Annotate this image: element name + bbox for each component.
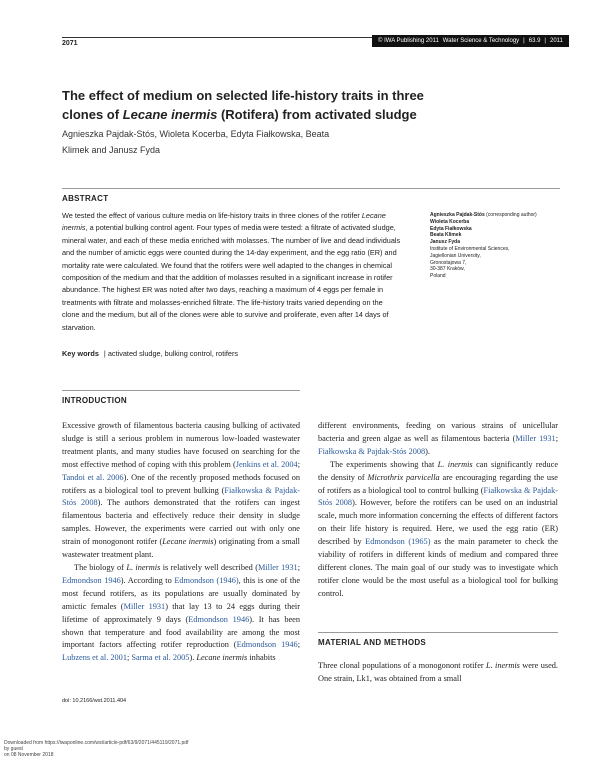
- citation-link[interactable]: Miller 1931: [515, 433, 556, 443]
- left-column: [62, 420, 300, 665]
- download-stamp: Downloaded from https://iwaponline.com/wst/article-pdf/63/9/2071/445119/2071.pdf by guest on 08 November 2018: [4, 740, 189, 759]
- citation-link[interactable]: Edmondson 1946: [62, 575, 121, 585]
- author-affiliation: Agnieszka Pajdak-Stós (corresponding author) Wioleta Kocerba Edyta Fiałkowska Beata Klimek Janusz Fyda Institute of Environmental Sciences, Jagiellonian University, Gronostajowa 7, 30-387 Kraków, Poland: [430, 212, 537, 280]
- right-paragraph-1: different environments, feeding on various strains of unicellular bacteria and green algae as well as filamentous bacteria (Miller 1931; Fiałkowska & Pajdak-Stós 2008).: [318, 421, 558, 456]
- author-list: Agnieszka Pajdak-Stós, Wioleta Kocerba, Edyta Fiałkowska, Beata Klimek and Janusz Fyda: [62, 129, 330, 155]
- methods-heading: MATERIAL AND METHODS: [318, 638, 427, 647]
- year: 2011: [549, 38, 563, 44]
- intro-paragraph-1: Excessive growth of filamentous bacteria causing bulking of activated sludge is still a serious problem in numerous low-loaded wastewater treatment plants, and many studies have focused on searching for the most effective method of coping with this problem (Jenkins et al. 2004; Tandoi et al. 2006). One of the recently proposed methods focused on rotifers as a biological tool to prevent bulking (Fiałkowska & Pajdak-Stós 2008). The authors demonstrated that the rotifers can ingest filamentous bacteria and effectively reduce their density in sludge samples. However, the experiments were carried out with only one strain of monogonont rotifer (Lecane inermis) originating from a small wastewater treatment plant.: [62, 421, 301, 560]
- abstract-heading: ABSTRACT: [62, 194, 109, 203]
- citation-link[interactable]: Tandoi et al. 2006: [62, 472, 124, 482]
- page-number: 2071: [62, 40, 78, 47]
- citation-link[interactable]: Miller 1931: [257, 562, 298, 572]
- journal-name: Water Science & Technology: [442, 38, 520, 44]
- methods-paragraph: Three clonal populations of a monogonont rotifer L. inermis were used. One strain, Lk1, was obtained from a small: [318, 661, 558, 683]
- citation-link[interactable]: Edmondson (1946): [174, 575, 239, 585]
- citation-link[interactable]: Lubzens et al. 2001: [62, 653, 127, 663]
- citation-link[interactable]: Edmondson 1946: [188, 614, 250, 624]
- article-title: The effect of medium on selected life-history traits in three clones of Lecane inermis (Rotifera) from activated sludge: [62, 88, 424, 122]
- citation-link[interactable]: Edmondson 1946: [236, 640, 298, 650]
- doi: doi: 10.2166/wst.2011.404: [62, 698, 127, 704]
- citation-link[interactable]: Edmondson (1965): [365, 537, 431, 547]
- right-paragraph-2: The experiments showing that L. inermis can significantly reduce the density of Microthrix parvicella are encouraging regarding the use of rotifers as a biological tool to control bulking (Fiałkowska & Pajdak-Stós 2008). However, before the rotifers can be used on an industrial scale, much more information concerning the effects of different factors on their life history is required. Here, we used the egg ratio (ER) described by Edmondson (1965) as the main parameter to check the viability of rotifers in different kinds of medium and compared three different clones. The main goal of our study was to investigate which rotifer clone would be the most useful as a biological tool for bulking control.: [318, 459, 559, 598]
- intro-paragraph-2: The biology of L. inermis is relatively well described (Miller 1931; Edmondson 1946). According to Edmondson (1946), this is one of the most fecund rotifers, as its populations are usually dominated by amictic females (Miller 1931) that lay 13 to 24 eggs during their lifetime of approximately 9 days (Edmondson 1946). It has been shown that temperature and food availability are among the most important factors affecting rotifer reproduction (Edmondson 1946; Lubzens et al. 2001; Sarma et al. 2005). Lecane inermis inhabits: [62, 562, 301, 663]
- intro-rule: [62, 390, 300, 391]
- intro-heading: INTRODUCTION: [62, 396, 127, 405]
- abstract-text: We tested the effect of various culture media on life-history traits in three clones of the rotifer Lecane inermis, a potential bulking control agent. Four types of media were tested: a filtrate of activated sludge, mineral water, and each of these media enriched with molasses. The number of live and dead individuals and the number of amictic eggs were counted during the 14-day experiment, and the egg ratio (ER) and mortality rate were calculated. We found that the rotifers were well adapted to the changes in chemical composition of the medium and that the addition of molasses resulted in a significant increase in rotifer abundance. The highest ER was noted after two days, reaching a maximum of 4 eggs per female in treatments with filtrate and molasses-enriched filtrate. The life-history traits varied depending on the clone and the medium, but all of the clones were able to survive and proliferate, even after 14 days of starvation.: [62, 211, 401, 332]
- citation-link[interactable]: Miller 1931: [123, 601, 166, 611]
- abstract-rule: [62, 188, 560, 189]
- citation-link[interactable]: Fiałkowska & Pajdak-Stós 2008: [318, 485, 559, 508]
- keywords: Key words | activated sludge, bulking control, rotifers: [62, 349, 239, 358]
- citation-link[interactable]: Fiałkowska & Pajdak-Stós 2008: [62, 485, 300, 508]
- citation-link[interactable]: Fiałkowska & Pajdak-Stós 2008: [318, 446, 426, 456]
- right-column: [318, 420, 558, 601]
- publisher: © IWA Publishing 2011: [378, 38, 439, 44]
- citation-link[interactable]: Jenkins et al. 2004: [235, 459, 298, 469]
- citation-link[interactable]: Sarma et al. 2005: [131, 653, 190, 663]
- methods-rule: [318, 632, 558, 633]
- volume: 63.9: [528, 38, 541, 44]
- journal-header-box: © IWA Publishing 2011 Water Science & Technology | 63.9 | 2011: [372, 35, 569, 47]
